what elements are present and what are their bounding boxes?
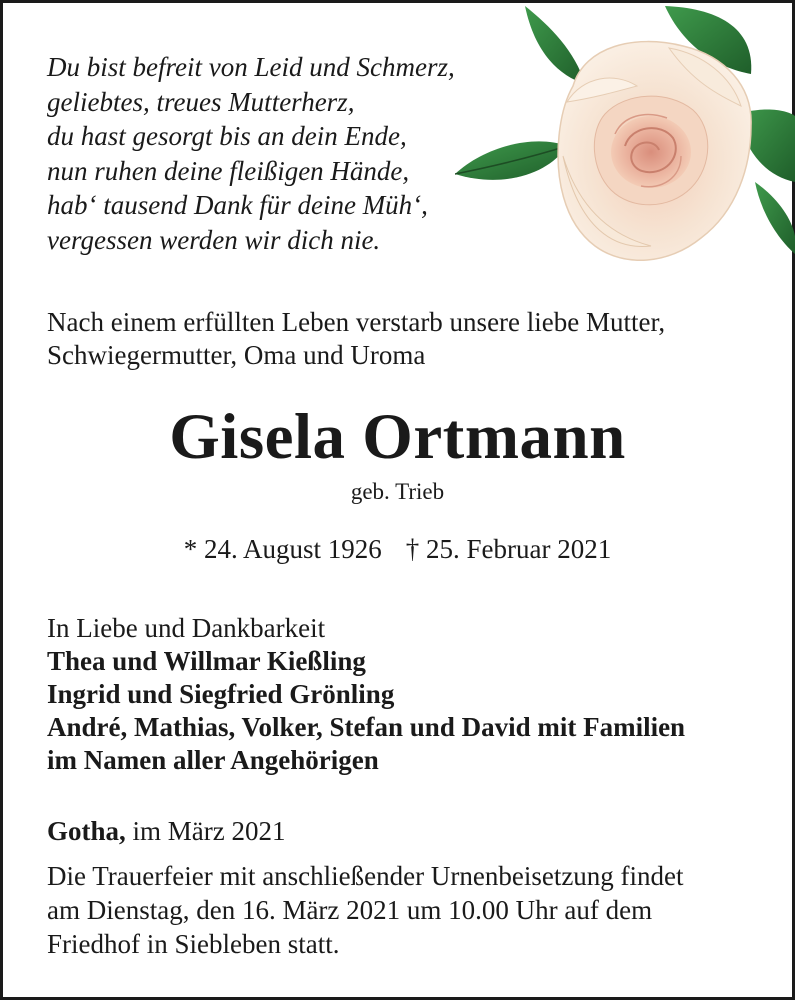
place-city: Gotha, (47, 816, 126, 846)
place-date: im März 2021 (132, 816, 286, 846)
poem-line: nun ruhen deine fleißigen Hände, (47, 155, 410, 186)
mourner-name: Thea und Willmar Kießling (47, 646, 366, 676)
funeral-details (47, 859, 684, 961)
death-announcement (47, 306, 665, 372)
mourner-name: im Namen aller Angehörigen (47, 745, 379, 775)
poem-line: geliebtes, treues Mutterherz, (47, 86, 355, 117)
poem-line: du hast gesorgt bis an dein Ende, (47, 121, 407, 152)
funeral-line: Die Trauerfeier mit anschließender Urnenbeisetzung findet (47, 861, 684, 891)
funeral-line: Friedhof in Siebleben statt. (47, 929, 340, 959)
mourner-name: Ingrid und Siegfried Grönling (47, 679, 395, 709)
funeral-line: am Dienstag, den 16. März 2021 um 10.00 Uhr auf dem (47, 895, 653, 925)
leaf-shape (455, 141, 567, 179)
place-and-date (47, 815, 286, 848)
poem-line: vergessen werden wir dich nie. (47, 224, 381, 255)
mourner-name: André, Mathias, Volker, Stefan und David mit Familien (47, 712, 686, 742)
rose-image (455, 6, 795, 274)
deceased-name: Gisela Ortmann (169, 401, 626, 473)
announcement-line: Nach einem erfüllten Leben verstarb unsere liebe Mutter, (47, 307, 666, 337)
announcement-line: Schwiegermutter, Oma und Uroma (47, 340, 426, 370)
life-dates (3, 532, 792, 566)
mourners-list (47, 612, 685, 777)
leaf-shape (755, 182, 795, 254)
poem-line: hab‘ tausend Dank für deine Müh‘, (47, 190, 428, 221)
memorial-poem (47, 50, 455, 258)
birth-name: geb. Trieb (350, 479, 445, 504)
poem-line: Du bist befreit von Leid und Schmerz, (47, 52, 455, 82)
mourners-intro: In Liebe und Dankbarkeit (47, 613, 326, 643)
rose-center-shape (611, 116, 691, 188)
death-date: † 25. Februar 2021 (405, 534, 612, 564)
leaf-shape (525, 6, 585, 84)
birth-date: * 24. August 1926 (183, 534, 382, 564)
